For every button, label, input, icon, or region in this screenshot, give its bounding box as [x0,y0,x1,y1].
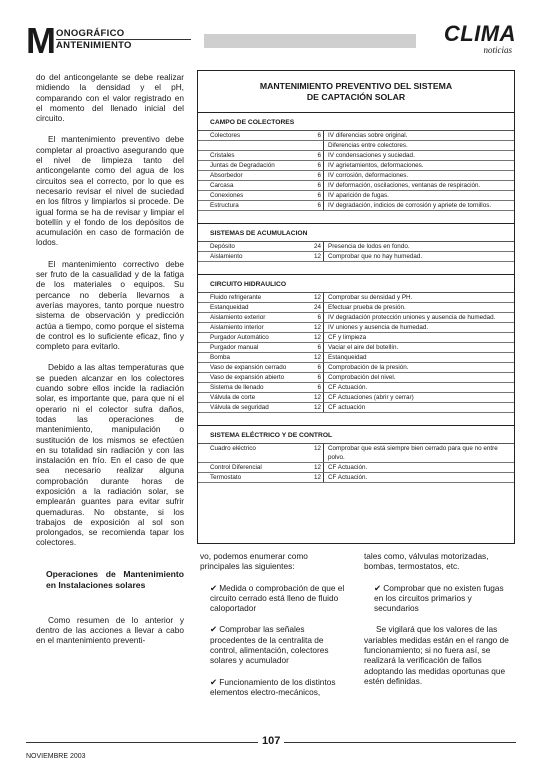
row-item: Vaso de expansión abierto [198,373,304,383]
row-frequency: 12 [304,393,324,403]
row-item: Fluido refrigerante [198,293,304,303]
row-description: CF Actuación. [324,463,515,473]
table-row [198,363,514,373]
row-item: Aislamiento exterior [198,313,304,323]
row-description: Comprobación de la presión. [324,363,515,373]
table-section-rows [198,444,514,483]
row-item: Juntas de Degradación [198,161,304,171]
table-row [198,151,514,161]
table-row [198,171,514,181]
row-description: Vaciar el aire del botellín. [324,343,515,353]
body-paragraph: Como resumen de lo anterior y dentro de las acciones a llevar a cabo en el mantenimiento preventi- [36,614,184,646]
row-item: Válvula de corte [198,393,304,403]
body-paragraph: tales como, válvulas motorizadas, bombas, termostatos, etc. [364,551,489,572]
row-description: Presencia de lodos en fondo. [324,242,515,252]
row-frequency: 24 [304,303,324,313]
table-row [198,161,514,171]
row-frequency: 6 [304,383,324,393]
header-initial: M [26,20,55,61]
row-description: IV degradación, indicios de corrosión y apriete de tornillos. [324,201,515,211]
row-item: Bomba [198,353,304,363]
row-frequency: 6 [304,373,324,383]
row-item: Control Diferencial [198,463,304,473]
table-row [198,201,514,211]
table-row [198,181,514,191]
body-paragraph: do del anticongelante se debe realizar midiendo la densidad y el pH, comparando con el valor registrado en el momento del llenado inicial del circuito. [36,72,184,124]
row-description: IV aparición de fugas. [324,191,515,201]
table-row [198,191,514,201]
table-row [198,242,514,252]
body-paragraph: Se vigilará que los valores de las variables medidas están en el rango de funcionamiento; si no fuera así, se realizará la verificación de fallos adoptando las medidas oportunas que estén definidas. [364,624,509,686]
header-line1: ONOGRÁFICO [56,28,125,39]
row-description: CF actuación [324,403,515,413]
row-item: Válvula de seguridad [198,403,304,413]
table-row [198,323,514,333]
body-paragraph: El mantenimiento preventivo debe completar al proactivo asegurando que el nivel de limpieza tanto del anticongelante como del agua de los circuitos sea el correcto, por lo que es necesario revisar el nivel de suciedad en los filtros y limpiarlos si procede. De igual forma se ha de revisar y limpiar el botellín y el fondo de los depósitos de acumulación en caso de formación de lodos. [36,134,184,248]
left-column [36,72,184,657]
check-bullet: ✔ Comprobar las señales procedentes de la centralita de control, alimentación, colectores solares y acumulador [210,624,329,666]
row-description: IV corrosión, deformaciones. [324,171,515,181]
row-description: Comprobar que está siempre bien cerrado para que no entre polvo. [324,444,515,463]
table-section-heading: SISTEMAS DE ACUMULACION [198,223,514,242]
table-row [198,252,514,262]
row-item: Purgador manual [198,343,304,353]
table-row [198,333,514,343]
table-section-rows [198,293,514,413]
middle-column [200,551,346,708]
table-row [198,463,514,473]
table-row [198,353,514,363]
table-row [198,373,514,383]
table-row [198,131,514,141]
section-subhead: Operaciones de Mantenimiento en Instalaciones solares [46,568,184,590]
table-row [198,444,514,463]
table-section-rows [198,242,514,262]
magazine-logo: CLIMA [443,21,516,46]
row-frequency: 6 [304,171,324,181]
row-description: Comprobar su densidad y PH. [324,293,515,303]
row-item: Cuadro eléctrico [198,444,304,463]
row-item: Aislamiento [198,252,304,262]
row-description: Diferencias entre colectores. [324,141,515,151]
row-item [198,141,304,151]
row-description: IV deformación, oscilaciones, ventanas de respiración. [324,181,515,191]
row-description: CF Actuación. [324,473,515,483]
row-item: Estructura [198,201,304,211]
body-paragraph: Debido a las altas temperaturas que se pueden alcanzar en los colectores cuando sobre ellos incide la radiación solar, es importante que, para que ni el operario ni el colector sufra daños, todas las operaciones de mantenimiento, manipulación o sustitución de los mismos se efectúen en su totalidad sin radiación y con las instalación en frío. En el caso de que sea necesario realizar alguna comprobación durante horas de exposición a la radiación solar, se emplearán guantes para evitar sufrir quemaduras. No obstante, si los trabajos de exposición al sol son prolongados, se recomienda tapar los colectores. [36,362,184,548]
maintenance-table-box [197,70,515,544]
row-item: Depósito [198,242,304,252]
row-description: IV diferencias sobre original. [324,131,515,141]
row-frequency [304,141,324,151]
row-description: Estanqueidad [324,353,515,363]
row-description: IV agrietamientos, deformaciones. [324,161,515,171]
row-frequency: 6 [304,363,324,373]
table-row [198,293,514,303]
row-item: Estanqueidad [198,303,304,313]
row-frequency: 6 [304,313,324,323]
row-item: Vaso de expansión cerrado [198,363,304,373]
table-row [198,141,514,151]
table-row [198,313,514,323]
row-frequency: 12 [304,252,324,262]
body-paragraph: vo, podemos enumerar como principales las siguientes: [200,551,308,572]
right-column [364,551,510,697]
row-frequency: 12 [304,333,324,343]
row-item: Purgador Automático [198,333,304,343]
table-section-heading: SISTEMA ELÉCTRICO Y DE CONTROL [198,425,514,444]
row-frequency: 6 [304,191,324,201]
row-frequency: 12 [304,323,324,333]
row-frequency: 24 [304,242,324,252]
check-bullet: ✔ Medida o comprobación de que el circuito cerrado está lleno de fluido caloportador [210,582,345,614]
check-bullet: ✔ Comprobar que no existen fugas en los circuitos primarios y secundarios [374,582,504,614]
row-frequency: 12 [304,473,324,483]
table-row [198,383,514,393]
table-section-heading: CIRCUITO HIDRAULICO [198,274,514,293]
table-title: MANTENIMIENTO PREVENTIVO DEL SISTEMA DE CAPTACIÓN SOLAR [259,81,453,102]
header-gray-bar [204,34,416,48]
row-frequency: 6 [304,201,324,211]
row-item: Termostato [198,473,304,483]
row-description: Efectuar prueba de presión. [324,303,515,313]
check-bullet: ✔ Funcionamiento de los distintos elementos electro-mecánicos, [210,676,336,697]
table-sections [198,112,514,483]
row-frequency: 6 [304,161,324,171]
row-item: Absorbedor [198,171,304,181]
row-description: IV uniones y ausencia de humedad. [324,323,515,333]
row-description: CF Actuaciones (abrir y cerrar) [324,393,515,403]
row-frequency: 12 [304,463,324,473]
row-item: Colectores [198,131,304,141]
header-line2: ANTENIMIENTO [56,40,132,51]
issue-date: NOVIEMBRE 2003 [26,753,86,760]
row-frequency: 12 [304,444,324,463]
page-number: 107 [258,734,284,748]
row-frequency: 6 [304,343,324,353]
table-row [198,343,514,353]
row-frequency: 6 [304,151,324,161]
table-row [198,393,514,403]
table-section-heading: CAMPO DE COLECTORES [198,112,514,131]
row-frequency: 6 [304,181,324,191]
page-header [26,20,516,61]
table-row [198,473,514,483]
row-frequency: 12 [304,293,324,303]
row-frequency: 12 [304,403,324,413]
row-description: CF Actuación. [324,383,515,393]
row-item: Sistema de llenado [198,383,304,393]
row-description: Comprobación del nivel. [324,373,515,383]
row-description: IV degradación protección uniones y ausencia de humedad. [324,313,515,323]
magazine-logo-sub: noticias [483,45,512,55]
table-section-rows [198,131,514,211]
row-item: Cristales [198,151,304,161]
row-frequency: 12 [304,353,324,363]
row-item: Conexiones [198,191,304,201]
row-description: Comprobar que no hay humedad. [324,252,515,262]
row-frequency: 6 [304,131,324,141]
table-row [198,303,514,313]
body-paragraph: El mantenimiento correctivo debe ser fruto de la casualidad y de la fatiga de los materiales o equipos. Su percance no debería llevarnos a averías mayores, tanto porque nuestro sistema de observación y predicción actúa a tiempo, como porque el sistema de control es lo suficiente eficaz, fino y completo para evitarlo. [36,258,184,352]
row-description: CF y limpieza [324,333,515,343]
row-description: IV condensaciones y suciedad. [324,151,515,161]
row-item: Carcasa [198,181,304,191]
table-row [198,403,514,413]
row-item: Aislamiento interior [198,323,304,333]
